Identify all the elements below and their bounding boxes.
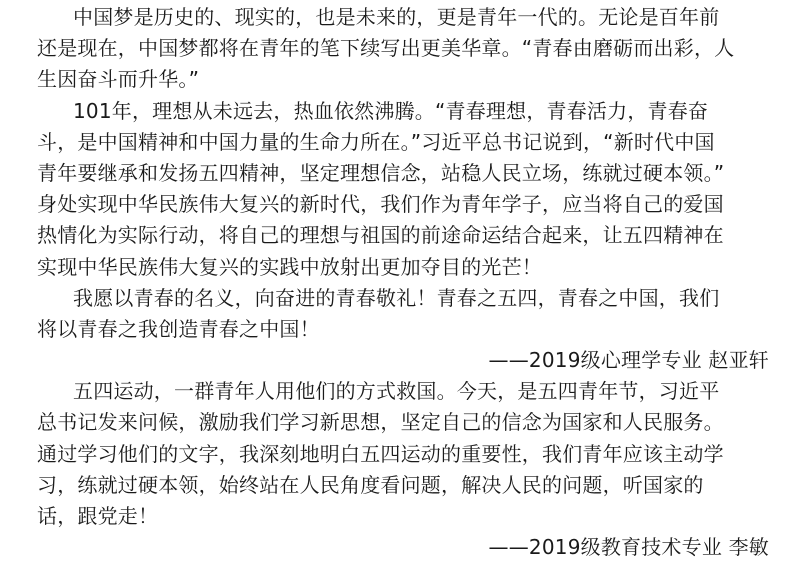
body-text-line: 习，练就过硬本领，始终站在人民角度看问题，解决人民的问题，听国家的	[37, 472, 704, 497]
body-text-line: 五四运动，一群青年人用他们的方式救国。今天，是五四青年节，习近平	[73, 379, 720, 404]
body-text-line: 通过学习他们的文字，我深刻地明白五四运动的重要性，我们青年应该主动学	[37, 441, 724, 466]
body-text-line: 总书记发来问候，激励我们学习新思想，坚定自己的信念为国家和人民服务。	[37, 410, 724, 435]
body-text-line: 话，跟党走！	[37, 504, 159, 528]
body-text-line: 斗，是中国精神和中国力量的生命力所在。”习近平总书记说到，“新时代中国	[37, 129, 715, 154]
body-text-line: 将以青春之我创造青春之中国！	[37, 316, 320, 341]
body-text-line: 实现中华民族伟大复兴的实践中放射出更加夺目的光芒！	[37, 254, 542, 279]
body-text-line: 热情化为实际行动，将自己的理想与祖国的前途命运结合起来，让五四精神在	[37, 223, 724, 248]
body-text-line: 生因奋斗而升华。”	[37, 67, 200, 92]
body-text-line: 中国梦是历史的、现实的，也是未来的，更是青年一代的。无论是百年前	[73, 5, 720, 29]
author-signature: ——2019级心理学专业 赵亚轩	[488, 348, 769, 373]
body-text-line: 101年，理想从未远去，热血依然沸腾。“青春理想，青春活力，青春奋	[73, 98, 709, 123]
author-signature: ——2019级教育技术专业 李敏	[488, 535, 769, 560]
body-text-line: 身处实现中华民族伟大复兴的新时代，我们作为青年学子，应当将自己的爱国	[37, 192, 724, 217]
body-text-line: 还是现在，中国梦都将在青年的笔下续写出更美华章。“青春由磨砺而出彩，人	[37, 36, 735, 61]
body-text-line: 青年要继承和发扬五四精神，坚定理想信念，站稳人民立场，练就过硬本领。”	[37, 160, 725, 185]
body-text-line: 我愿以青春的名义，向奋进的青春敬礼！青春之五四，青春之中国，我们	[73, 285, 720, 310]
